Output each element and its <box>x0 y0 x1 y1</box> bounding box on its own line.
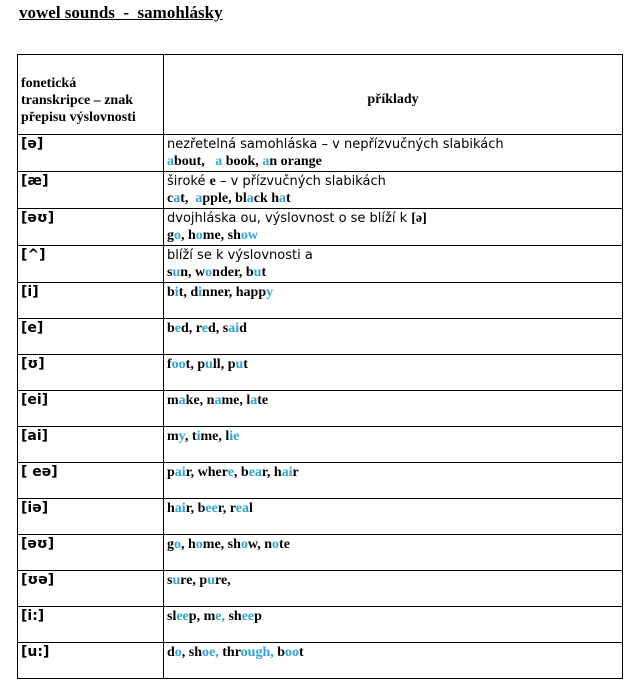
table-row <box>18 535 623 571</box>
example-text: t, <box>180 191 196 206</box>
phonetic-symbol: [əʊ] <box>18 535 164 571</box>
example-text: me, sh <box>202 537 241 552</box>
example-text: r, h <box>261 465 282 480</box>
page-title: vowel sounds - samohlásky <box>19 3 223 22</box>
example-text: d, r <box>181 321 202 336</box>
example-text: s <box>167 265 173 280</box>
header-transcription <box>18 55 164 135</box>
example-text: m <box>167 393 179 408</box>
highlighted-letters: i <box>198 285 203 300</box>
example-text: te <box>279 537 290 552</box>
highlighted-letters: ee <box>241 609 255 624</box>
example-words <box>167 644 619 661</box>
table-row <box>18 463 623 499</box>
example-words <box>167 464 619 481</box>
examples-cell <box>164 607 623 643</box>
phonetic-symbol: [iə] <box>18 499 164 535</box>
phonetic-symbol: [ə] <box>18 135 164 172</box>
highlighted-letters: ea <box>235 501 249 516</box>
example-words <box>167 392 619 409</box>
highlighted-letters: ai <box>174 501 186 516</box>
highlighted-letters: i <box>196 429 201 444</box>
example-text: t, p <box>185 357 206 372</box>
header-row <box>18 55 623 135</box>
examples-cell <box>164 135 623 172</box>
example-words <box>167 227 619 244</box>
example-text: n orange <box>269 154 322 169</box>
highlighted-letters: a <box>214 393 222 408</box>
example-text: w, n <box>247 537 273 552</box>
example-text: re, <box>215 573 231 588</box>
example-text: r, b <box>185 501 206 516</box>
header-line: přepisu výslovnosti <box>21 109 136 125</box>
example-words <box>167 264 619 281</box>
example-text: t <box>299 645 304 660</box>
phonetic-symbol: [ai] <box>18 427 164 463</box>
table-row <box>18 172 623 209</box>
example-text: d, s <box>207 321 229 336</box>
example-text: thr <box>218 645 241 660</box>
table-row <box>18 607 623 643</box>
highlighted-letters: ie <box>229 429 240 444</box>
example-text: , sh <box>181 645 203 660</box>
highlighted-letters: u <box>207 573 216 588</box>
description <box>167 210 619 227</box>
highlighted-letters: ough, <box>240 645 274 660</box>
phonetic-symbol: [ʊə] <box>18 571 164 607</box>
phonetic-symbol: [ei] <box>18 391 164 427</box>
highlighted-letters: a <box>178 393 186 408</box>
example-text: p <box>167 465 175 480</box>
highlighted-letters: u <box>172 573 181 588</box>
examples-cell <box>164 355 623 391</box>
description-text: široké <box>167 174 210 189</box>
example-text: bout, <box>174 154 216 169</box>
example-text: pple, bl <box>202 191 247 206</box>
highlighted-letters: a <box>250 393 258 408</box>
highlighted-letters: o <box>205 265 213 280</box>
vowel-table <box>17 54 623 679</box>
examples-cell <box>164 571 623 607</box>
example-text: b <box>273 645 286 660</box>
examples-cell <box>164 283 623 319</box>
highlighted-letters: e <box>201 321 208 336</box>
examples-cell <box>164 391 623 427</box>
table-row <box>18 391 623 427</box>
example-text: book, <box>222 154 263 169</box>
example-text: n, w <box>180 265 206 280</box>
example-words <box>167 284 619 301</box>
highlighted-letters: o <box>195 228 203 243</box>
examples-cell <box>164 643 623 679</box>
highlighted-letters: y <box>266 285 274 300</box>
example-text: me, l <box>221 393 251 408</box>
table-row <box>18 135 623 172</box>
highlighted-letters: u <box>235 357 244 372</box>
examples-cell <box>164 463 623 499</box>
example-text: g <box>167 537 174 552</box>
highlighted-letters: u <box>253 265 262 280</box>
highlighted-letters: o <box>174 228 181 243</box>
table-row <box>18 283 623 319</box>
example-text: sh <box>224 609 242 624</box>
highlighted-letters: o <box>174 537 181 552</box>
table-row <box>18 209 623 246</box>
highlighted-letters: a <box>195 191 203 206</box>
highlighted-letters: a <box>279 191 287 206</box>
table-row <box>18 643 623 679</box>
highlighted-letters: a <box>246 191 254 206</box>
example-text: , b <box>233 465 249 480</box>
example-text: h <box>167 501 175 516</box>
example-words <box>167 572 619 589</box>
example-text: ke, n <box>185 393 215 408</box>
header-examples: příklady <box>164 55 623 135</box>
example-text: d <box>239 321 247 336</box>
example-text: p, m <box>188 609 216 624</box>
example-text: ck h <box>253 191 280 206</box>
example-text: l <box>248 501 253 516</box>
description <box>167 136 619 153</box>
description-text: [ə] <box>411 211 427 226</box>
phonetic-symbol: [^] <box>18 246 164 283</box>
example-text: , h <box>181 537 196 552</box>
example-text: re, p <box>180 573 208 588</box>
description-text: – v přízvučných slabikách <box>215 174 386 189</box>
examples-cell <box>164 499 623 535</box>
example-text: c <box>167 191 174 206</box>
example-text: sl <box>167 609 177 624</box>
highlighted-letters: a <box>167 154 174 169</box>
highlighted-letters: oe, <box>202 645 219 660</box>
example-words <box>167 320 619 337</box>
highlighted-letters: u <box>205 357 213 372</box>
table-row <box>18 571 623 607</box>
highlighted-letters: a <box>215 154 223 169</box>
example-text: p <box>254 609 262 624</box>
highlighted-letters: oo <box>285 645 300 660</box>
example-text: me, sh <box>202 228 241 243</box>
example-text: t <box>243 357 248 372</box>
highlighted-letters: a <box>173 191 181 206</box>
highlighted-letters: i <box>174 285 179 300</box>
example-text: f <box>167 357 172 372</box>
example-text: nder, b <box>212 265 254 280</box>
highlighted-letters: ee <box>205 501 218 516</box>
example-words <box>167 190 619 207</box>
highlighted-letters: ai <box>228 321 240 336</box>
examples-cell <box>164 172 623 209</box>
example-text: , h <box>181 228 196 243</box>
description <box>167 247 619 264</box>
highlighted-letters: o <box>195 537 203 552</box>
description-text: blíží se k výslovnosti a <box>167 248 313 263</box>
highlighted-letters: e <box>174 321 182 336</box>
phonetic-symbol: [ eə] <box>18 463 164 499</box>
example-words <box>167 536 619 553</box>
examples-cell <box>164 209 623 246</box>
highlighted-letters: o <box>272 537 280 552</box>
example-words <box>167 608 619 625</box>
highlighted-letters: oo <box>171 357 186 372</box>
example-words <box>167 500 619 517</box>
example-text: t, d <box>178 285 199 300</box>
highlighted-letters: e, <box>215 609 225 624</box>
highlighted-letters: y <box>178 429 185 444</box>
table-row <box>18 319 623 355</box>
description-text: dvojhláska ou, výslovnost o se blíží k <box>167 211 412 226</box>
highlighted-letters: ow <box>240 228 259 243</box>
examples-cell <box>164 535 623 571</box>
phonetic-symbol: [i] <box>18 283 164 319</box>
table-row <box>18 427 623 463</box>
description-text: nezřetelná samohláska – v nepřízvučných slabikách <box>167 137 504 152</box>
example-text: , t <box>184 429 197 444</box>
example-text: b <box>167 285 175 300</box>
example-text: r, wher <box>185 465 228 480</box>
phonetic-symbol: [u:] <box>18 643 164 679</box>
phonetic-symbol: [ʊ] <box>18 355 164 391</box>
highlighted-letters: ee <box>176 609 189 624</box>
table-row <box>18 246 623 283</box>
highlighted-letters: o <box>240 537 248 552</box>
example-text: t <box>261 265 267 280</box>
example-words <box>167 153 619 170</box>
examples-cell <box>164 427 623 463</box>
examples-cell <box>164 246 623 283</box>
example-text: r <box>292 465 299 480</box>
description <box>167 173 619 190</box>
phonetic-symbol: [æ] <box>18 172 164 209</box>
example-text: b <box>167 321 175 336</box>
highlighted-letters: o <box>174 645 182 660</box>
highlighted-letters: e <box>227 465 234 480</box>
phonetic-symbol: [e] <box>18 319 164 355</box>
header-line: fonetická <box>21 75 77 91</box>
phonetic-symbol: [i:] <box>18 607 164 643</box>
example-text: g <box>167 228 174 243</box>
table-row <box>18 355 623 391</box>
example-text: m <box>167 429 179 444</box>
table-row <box>18 499 623 535</box>
example-text: d <box>167 645 175 660</box>
example-text: t <box>286 191 291 206</box>
highlighted-letters: ai <box>174 465 186 480</box>
example-words <box>167 428 619 445</box>
example-text: me, l <box>200 429 230 444</box>
highlighted-letters: a <box>262 154 270 169</box>
examples-cell <box>164 319 623 355</box>
example-text: r, r <box>217 501 236 516</box>
example-text: ll, p <box>212 357 236 372</box>
highlighted-letters: ai <box>281 465 293 480</box>
example-text: s <box>167 573 173 588</box>
example-text: nner, happ <box>202 285 267 300</box>
example-text: te <box>257 393 269 408</box>
example-words <box>167 356 619 373</box>
header-line: transkripce – znak <box>21 92 133 108</box>
highlighted-letters: u <box>172 265 181 280</box>
phonetic-symbol: [əʊ] <box>18 209 164 246</box>
highlighted-letters: ea <box>248 465 262 480</box>
description-text: e <box>209 174 216 189</box>
